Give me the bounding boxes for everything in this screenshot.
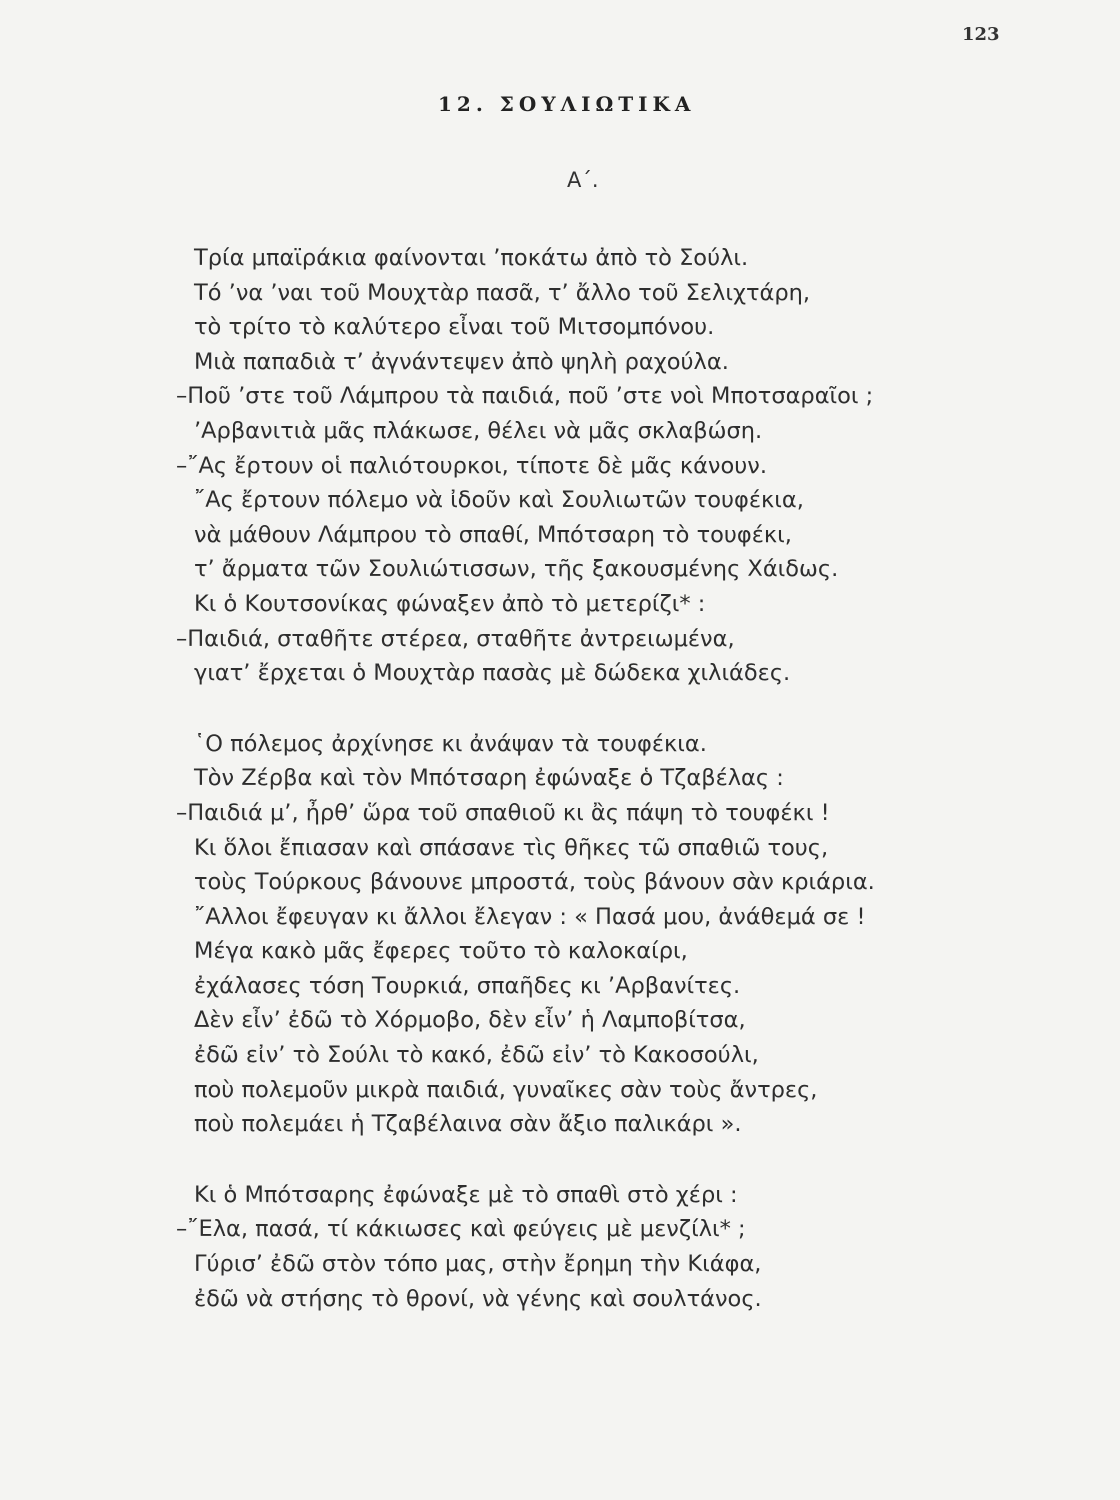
poem-line: Δὲν εἶν’ ἐδῶ τὸ Χόρμοβο, δὲν εἶν’ ἡ Λαμποβίτσα, — [194, 1007, 746, 1034]
page-number: 123 — [962, 24, 1000, 45]
poem-line: –Παιδιά μ’, ἦρθ’ ὥρα τοῦ σπαθιοῦ κι ἂς πάψη τὸ τουφέκι ! — [176, 799, 830, 826]
poem-body — [0, 241, 1120, 1316]
poem-line: Μιὰ παπαδιὰ τ’ ἀγνάντεψεν ἀπὸ ψηλὴ ραχούλα. — [194, 348, 729, 375]
section-marker: Α΄. — [567, 168, 599, 192]
poem-line: –Ποῦ ’στε τοῦ Λάμπρου τὰ παιδιά, ποῦ ’στε νοὶ Μποτσαραῖοι ; — [176, 383, 874, 410]
poem-line: ἐχάλασες τόση Τουρκιά, σπαῆδες κι ’Αρβανίτες. — [194, 972, 741, 999]
poem-line: ’Αρβανιτιὰ μᾶς πλάκωσε, θέλει νὰ μᾶς σκλαβώση. — [194, 417, 763, 444]
poem-line: Μέγα κακὸ μᾶς ἔφερες τοῦτο τὸ καλοκαίρι, — [194, 938, 688, 965]
poem-line: Κι ὁ Κουτσονίκας φώναξεν ἀπὸ τὸ μετερίζι* : — [194, 590, 706, 617]
poem-line: τοὺς Τούρκους βάνουνε μπροστά, τοὺς βάνουν σὰν κριάρια. — [194, 869, 875, 896]
poem-line: –῎Ας ἔρτουν οἱ παλιότουρκοι, τίποτε δὲ μᾶς κάνουν. — [176, 452, 767, 479]
poem-line: νὰ μάθουν Λάμπρου τὸ σπαθί, Μπότσαρη τὸ τουφέκι, — [194, 521, 792, 548]
poem-line: Τὸν Ζέρβα καὶ τὸν Μπότσαρη ἐφώναξε ὁ Τζαβέλας : — [194, 765, 784, 792]
poem-line: ἐδῶ εἰν’ τὸ Σούλι τὸ κακό, ἐδῶ εἰν’ τὸ Κακοσούλι, — [194, 1042, 759, 1069]
stanza-gap — [0, 691, 1120, 727]
poem-line: Κι ὁ Μπότσαρης ἐφώναξε μὲ τὸ σπαθὶ στὸ χέρι : — [194, 1181, 738, 1208]
poem-line: Τρία μπαϊράκια φαίνονται ’ποκάτω ἀπὸ τὸ Σούλι. — [194, 245, 749, 271]
poem-title: 12. ΣΟΥΛΙΩΤΙΚΑ — [438, 92, 696, 116]
poem-line: ἐδῶ νὰ στήσης τὸ θρονί, νὰ γένης καὶ σουλτάνος. — [194, 1285, 762, 1312]
stanza-gap — [0, 1142, 1120, 1178]
poem-line: –῎Ελα, πασά, τί κάκιωσες καὶ φεύγεις μὲ μενζίλι* ; — [176, 1216, 746, 1243]
poem-line: ποὺ πολεμάει ἡ Τζαβέλαινα σὰν ἄξιο παλικάρι ». — [194, 1111, 742, 1138]
poem-line: ῎Αλλοι ἔφευγαν κι ἄλλοι ἔλεγαν : « Πασά μου, ἀνάθεμά σε ! — [194, 903, 866, 930]
poem-line: ῎Ας ἔρτουν πόλεμο νὰ ἰδοῦν καὶ Σουλιωτῶν τουφέκια, — [194, 487, 804, 514]
poem-line: τ’ ἄρματα τῶν Σουλιώτισσων, τῆς ξακουσμένης Χάιδως. — [194, 556, 839, 583]
poem-line: ποὺ πολεμοῦν μικρὰ παιδιά, γυναῖκες σὰν τοὺς ἄντρες, — [194, 1076, 818, 1103]
poem-line: Γύρισ’ ἐδῶ στὸν τόπο μας, στὴν ἔρημη τὴν Κιάφα, — [194, 1251, 762, 1278]
poem-line: Κι ὅλοι ἔπιασαν καὶ σπάσανε τὶς θῆκες τῶ σπαθιῶ τους, — [194, 834, 829, 861]
poem-line: –Παιδιά, σταθῆτε στέρεα, σταθῆτε ἀντρειωμένα, — [176, 625, 735, 652]
poem-line: γιατ’ ἔρχεται ὁ Μουχτὰρ πασὰς μὲ δώδεκα χιλιάδες. — [194, 660, 791, 687]
poem-line: ῾Ο πόλεμος ἀρχίνησε κι ἀνάψαν τὰ τουφέκια. — [194, 730, 707, 757]
poem-line: τὸ τρίτο τὸ καλύτερο εἶναι τοῦ Μιτσομπόνου. — [194, 314, 715, 341]
poem-line: Τό ’να ’ναι τοῦ Μουχτὰρ πασᾶ, τ’ ἄλλο τοῦ Σελιχτάρη, — [194, 279, 811, 306]
